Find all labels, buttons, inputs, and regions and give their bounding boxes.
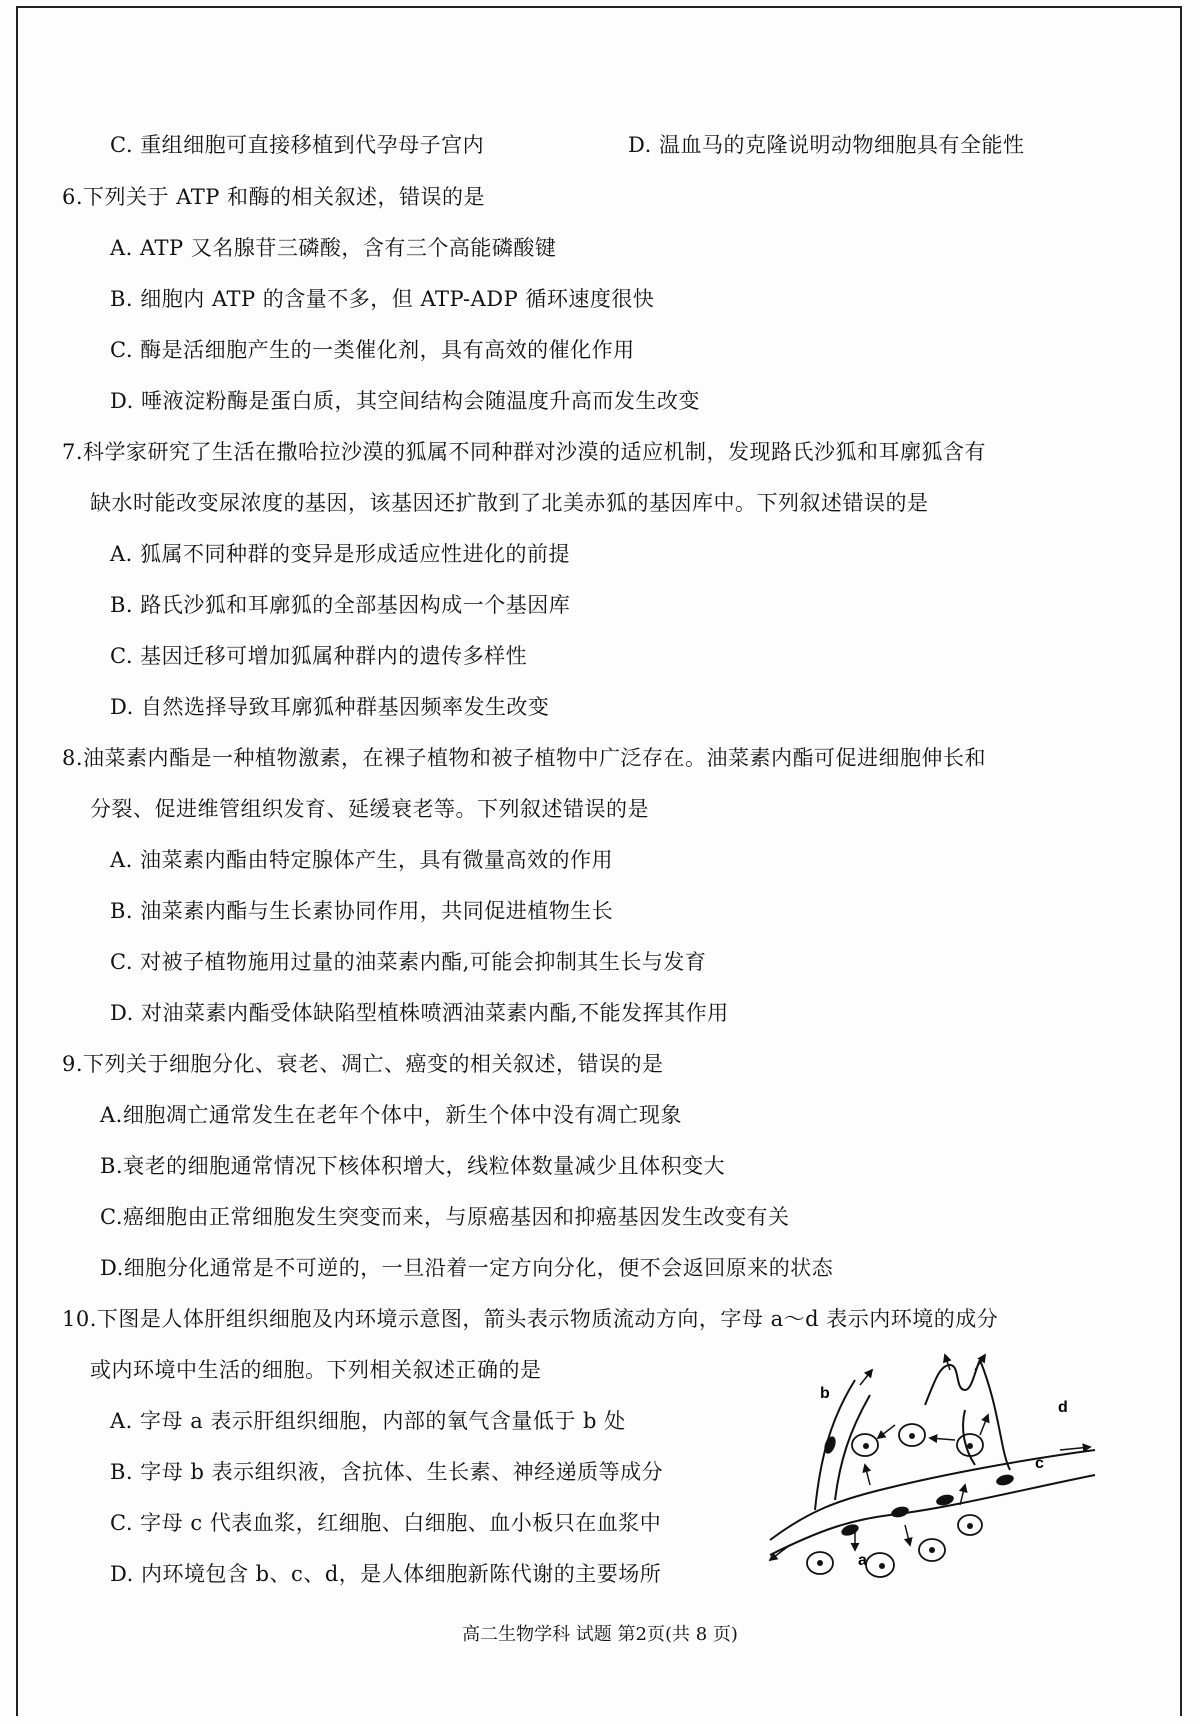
label-c: c [1035,1455,1044,1472]
label-d: d [1058,1399,1068,1416]
page-footer: 高二生物学科 试题 第2页(共 8 页) [462,1624,738,1645]
q6-option-b: B. 细胞内 ATP 的含量不多，但 ATP-ADP 循环速度很快 [110,287,655,311]
q8-stem-line1: 8.油菜素内酯是一种植物激素，在裸子植物和被子植物中广泛存在。油菜素内酯可促进细胞伸长和 [62,746,987,770]
q10-option-c: C. 字母 c 代表血浆，红细胞、白细胞、血小板只在血浆中 [110,1511,662,1535]
q7-stem-line1: 7.科学家研究了生活在撒哈拉沙漠的狐属不同种群对沙漠的适应机制，发现路氏沙狐和耳廓狐含有 [62,440,987,464]
q8-option-c: C. 对被子植物施用过量的油菜素内酯,可能会抑制其生长与发育 [110,950,707,974]
q6-stem: 6.下列关于 ATP 和酶的相关叙述，错误的是 [62,185,486,209]
capillary-wall-top [770,1450,1095,1540]
q10-stem-line1: 10.下图是人体肝组织细胞及内环境示意图，箭头表示物质流动方向，字母 a～d 表示内环境的成分 [62,1307,999,1331]
label-a: a [858,1552,867,1569]
lymph-vessel-d [925,1360,1010,1470]
q7-stem-line2: 缺水时能改变尿浓度的基因，该基因还扩散到了北美赤狐的基因库中。下列叙述错误的是 [90,491,929,515]
q10-stem-line2: 或内环境中生活的细胞。下列相关叙述正确的是 [90,1358,542,1382]
q8-stem-line2: 分裂、促进维管组织发育、延缓衰老等。下列叙述错误的是 [90,797,649,821]
q10-option-a: A. 字母 a 表示肝组织细胞，内部的氧气含量低于 b 处 [110,1409,626,1433]
q9-option-a: A.细胞凋亡通常发生在老年个体中，新生个体中没有凋亡现象 [100,1103,682,1127]
q9-option-b: B.衰老的细胞通常情况下核体积增大，线粒体数量减少且体积变大 [100,1154,726,1178]
q10-option-b: B. 字母 b 表示组织液，含抗体、生长素、神经递质等成分 [110,1460,664,1484]
q6-option-d: D. 唾液淀粉酶是蛋白质，其空间结构会随温度升高而发生改变 [110,389,700,413]
q7-option-d: D. 自然选择导致耳廓狐种群基因频率发生改变 [110,695,550,719]
q5-option-d: D. 温血马的克隆说明动物细胞具有全能性 [628,133,1025,157]
q8-option-d: D. 对油菜素内酯受体缺陷型植株喷洒油菜素内酯,不能发挥其作用 [110,1001,729,1025]
label-b: b [820,1385,830,1402]
q9-option-d: D.细胞分化通常是不可逆的，一旦沿着一定方向分化，便不会返回原来的状态 [100,1256,834,1280]
q7-option-c: C. 基因迁移可增加狐属种群内的遗传多样性 [110,644,528,668]
q9-stem: 9.下列关于细胞分化、衰老、凋亡、癌变的相关叙述，错误的是 [62,1052,664,1076]
q6-option-c: C. 酶是活细胞产生的一类催化剂，具有高效的催化作用 [110,338,635,362]
q7-option-a: A. 狐属不同种群的变异是形成适应性进化的前提 [110,542,571,566]
liver-tissue-diagram [760,1350,1100,1580]
q8-option-a: A. 油菜素内酯由特定腺体产生，具有微量高效的作用 [110,848,614,872]
q10-option-d: D. 内环境包含 b、c、d，是人体细胞新陈代谢的主要场所 [110,1562,662,1586]
q6-option-a: A. ATP 又名腺苷三磷酸，含有三个高能磷酸键 [110,236,557,260]
q9-option-c: C.癌细胞由正常细胞发生突变而来，与原癌基因和抑癌基因发生改变有关 [100,1205,790,1229]
q5-option-c: C. 重组细胞可直接移植到代孕母子宫内 [110,133,485,157]
q7-option-b: B. 路氏沙狐和耳廓狐的全部基因构成一个基因库 [110,593,571,617]
q8-option-b: B. 油菜素内酯与生长素协同作用，共同促进植物生长 [110,899,614,923]
